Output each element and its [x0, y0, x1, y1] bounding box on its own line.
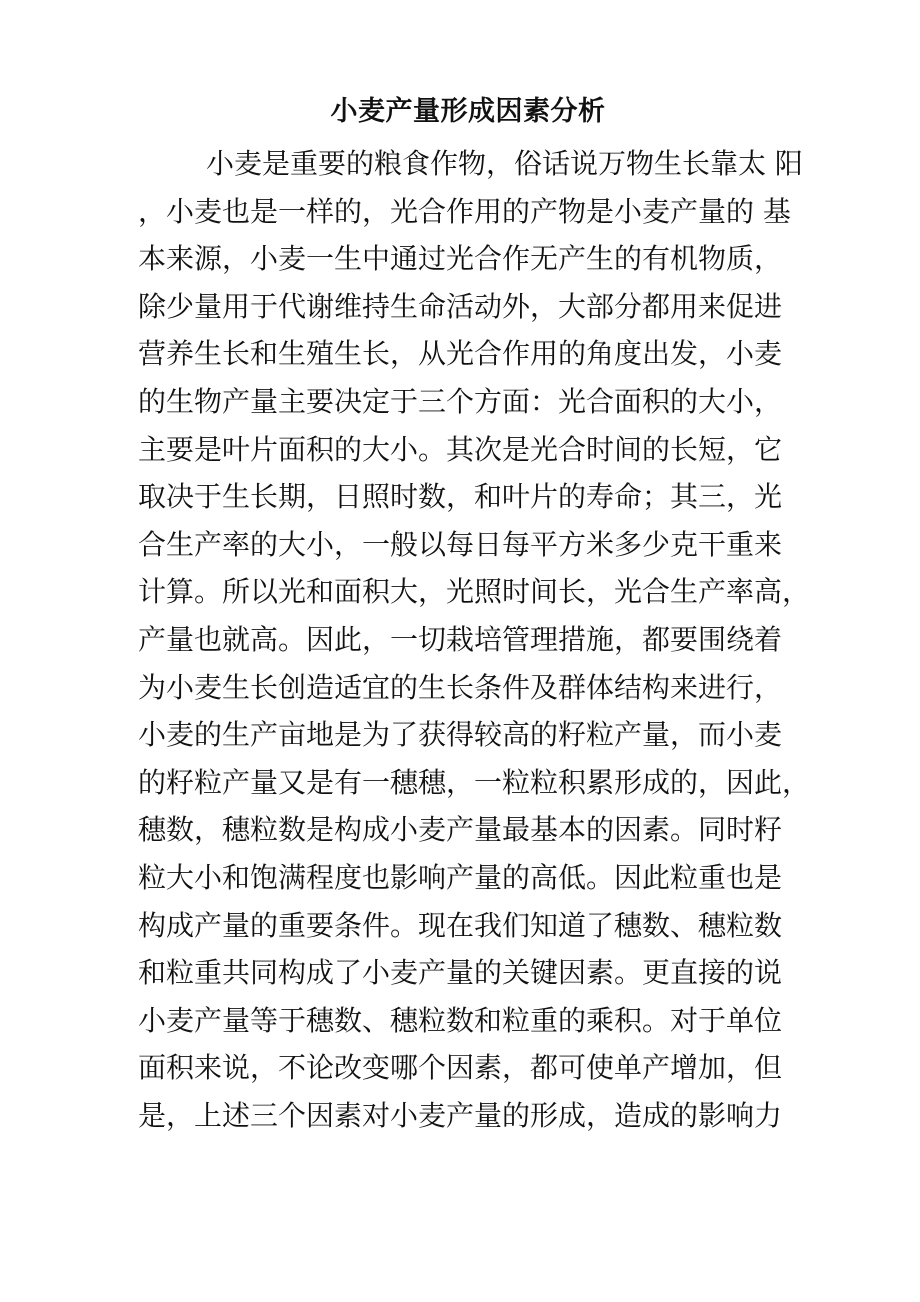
paragraph-line: 合生产率的大小，一般以每日每平方米多少克干重来: [138, 527, 783, 561]
paragraph-line: 取决于生长期，日照时数，和叶片的寿命；其三，光: [138, 480, 783, 514]
paragraph-line: 产量也就高。因此，一切栽培管理措施，都要围绕着: [138, 622, 783, 656]
paragraph-line: 和粒重共同构成了小麦产量的关键因素。更直接的说: [138, 956, 783, 990]
paragraph-line: 穗数，穗粒数是构成小麦产量最基本的因素。同时籽: [138, 813, 783, 847]
paragraph-line: 构成产量的重要条件。现在我们知道了穗数、穗粒数: [138, 908, 783, 942]
paragraph-line: ，小麦也是一样的，光合作用的产物是小麦产量的 基: [138, 194, 791, 228]
paragraph-line: 是，上述三个因素对小麦产量的形成，造成的影响力: [138, 1098, 783, 1132]
paragraph-line: 营养生长和生殖生长，从光合作用的角度出发，小麦: [138, 337, 783, 371]
paragraph-line: 的生物产量主要决定于三个方面：光合面积的大小，: [138, 384, 783, 418]
paragraph-line: 小麦的生产亩地是为了获得较高的籽粒产量，而小麦: [138, 718, 783, 752]
paragraph-line: 粒大小和饱满程度也影响产量的高低。因此粒重也是: [138, 860, 783, 894]
paragraph-line: 本来源，小麦一生中通过光合作无产生的有机物质，: [138, 242, 783, 276]
paragraph-line: 主要是叶片面积的大小。其次是光合时间的长短，它: [138, 432, 783, 466]
document-title: 小麦产量形成因素分析: [330, 96, 606, 127]
paragraph-line: 小麦是重要的粮食作物，俗话说万物生长靠太 阳: [206, 147, 803, 180]
paragraph-line: 除少量用于代谢维持生命活动外，大部分都用来促进: [138, 289, 783, 323]
document-body: [138, 140, 818, 1139]
paragraph-line: 小麦产量等于穗数、穗粒数和粒重的乘积。对于单位: [138, 1003, 783, 1037]
paragraph-line: 的籽粒产量又是有一穗穗，一粒粒积累形成的，因此，: [138, 765, 811, 799]
paragraph-line: 计算。所以光和面积大，光照时间长，光合生产率高，: [138, 575, 811, 609]
paragraph-line: 为小麦生长创造适宜的生长条件及群体结构来进行，: [138, 670, 783, 704]
paragraph-line: 面积来说，不论改变哪个因素，都可使单产增加，但: [138, 1051, 783, 1085]
